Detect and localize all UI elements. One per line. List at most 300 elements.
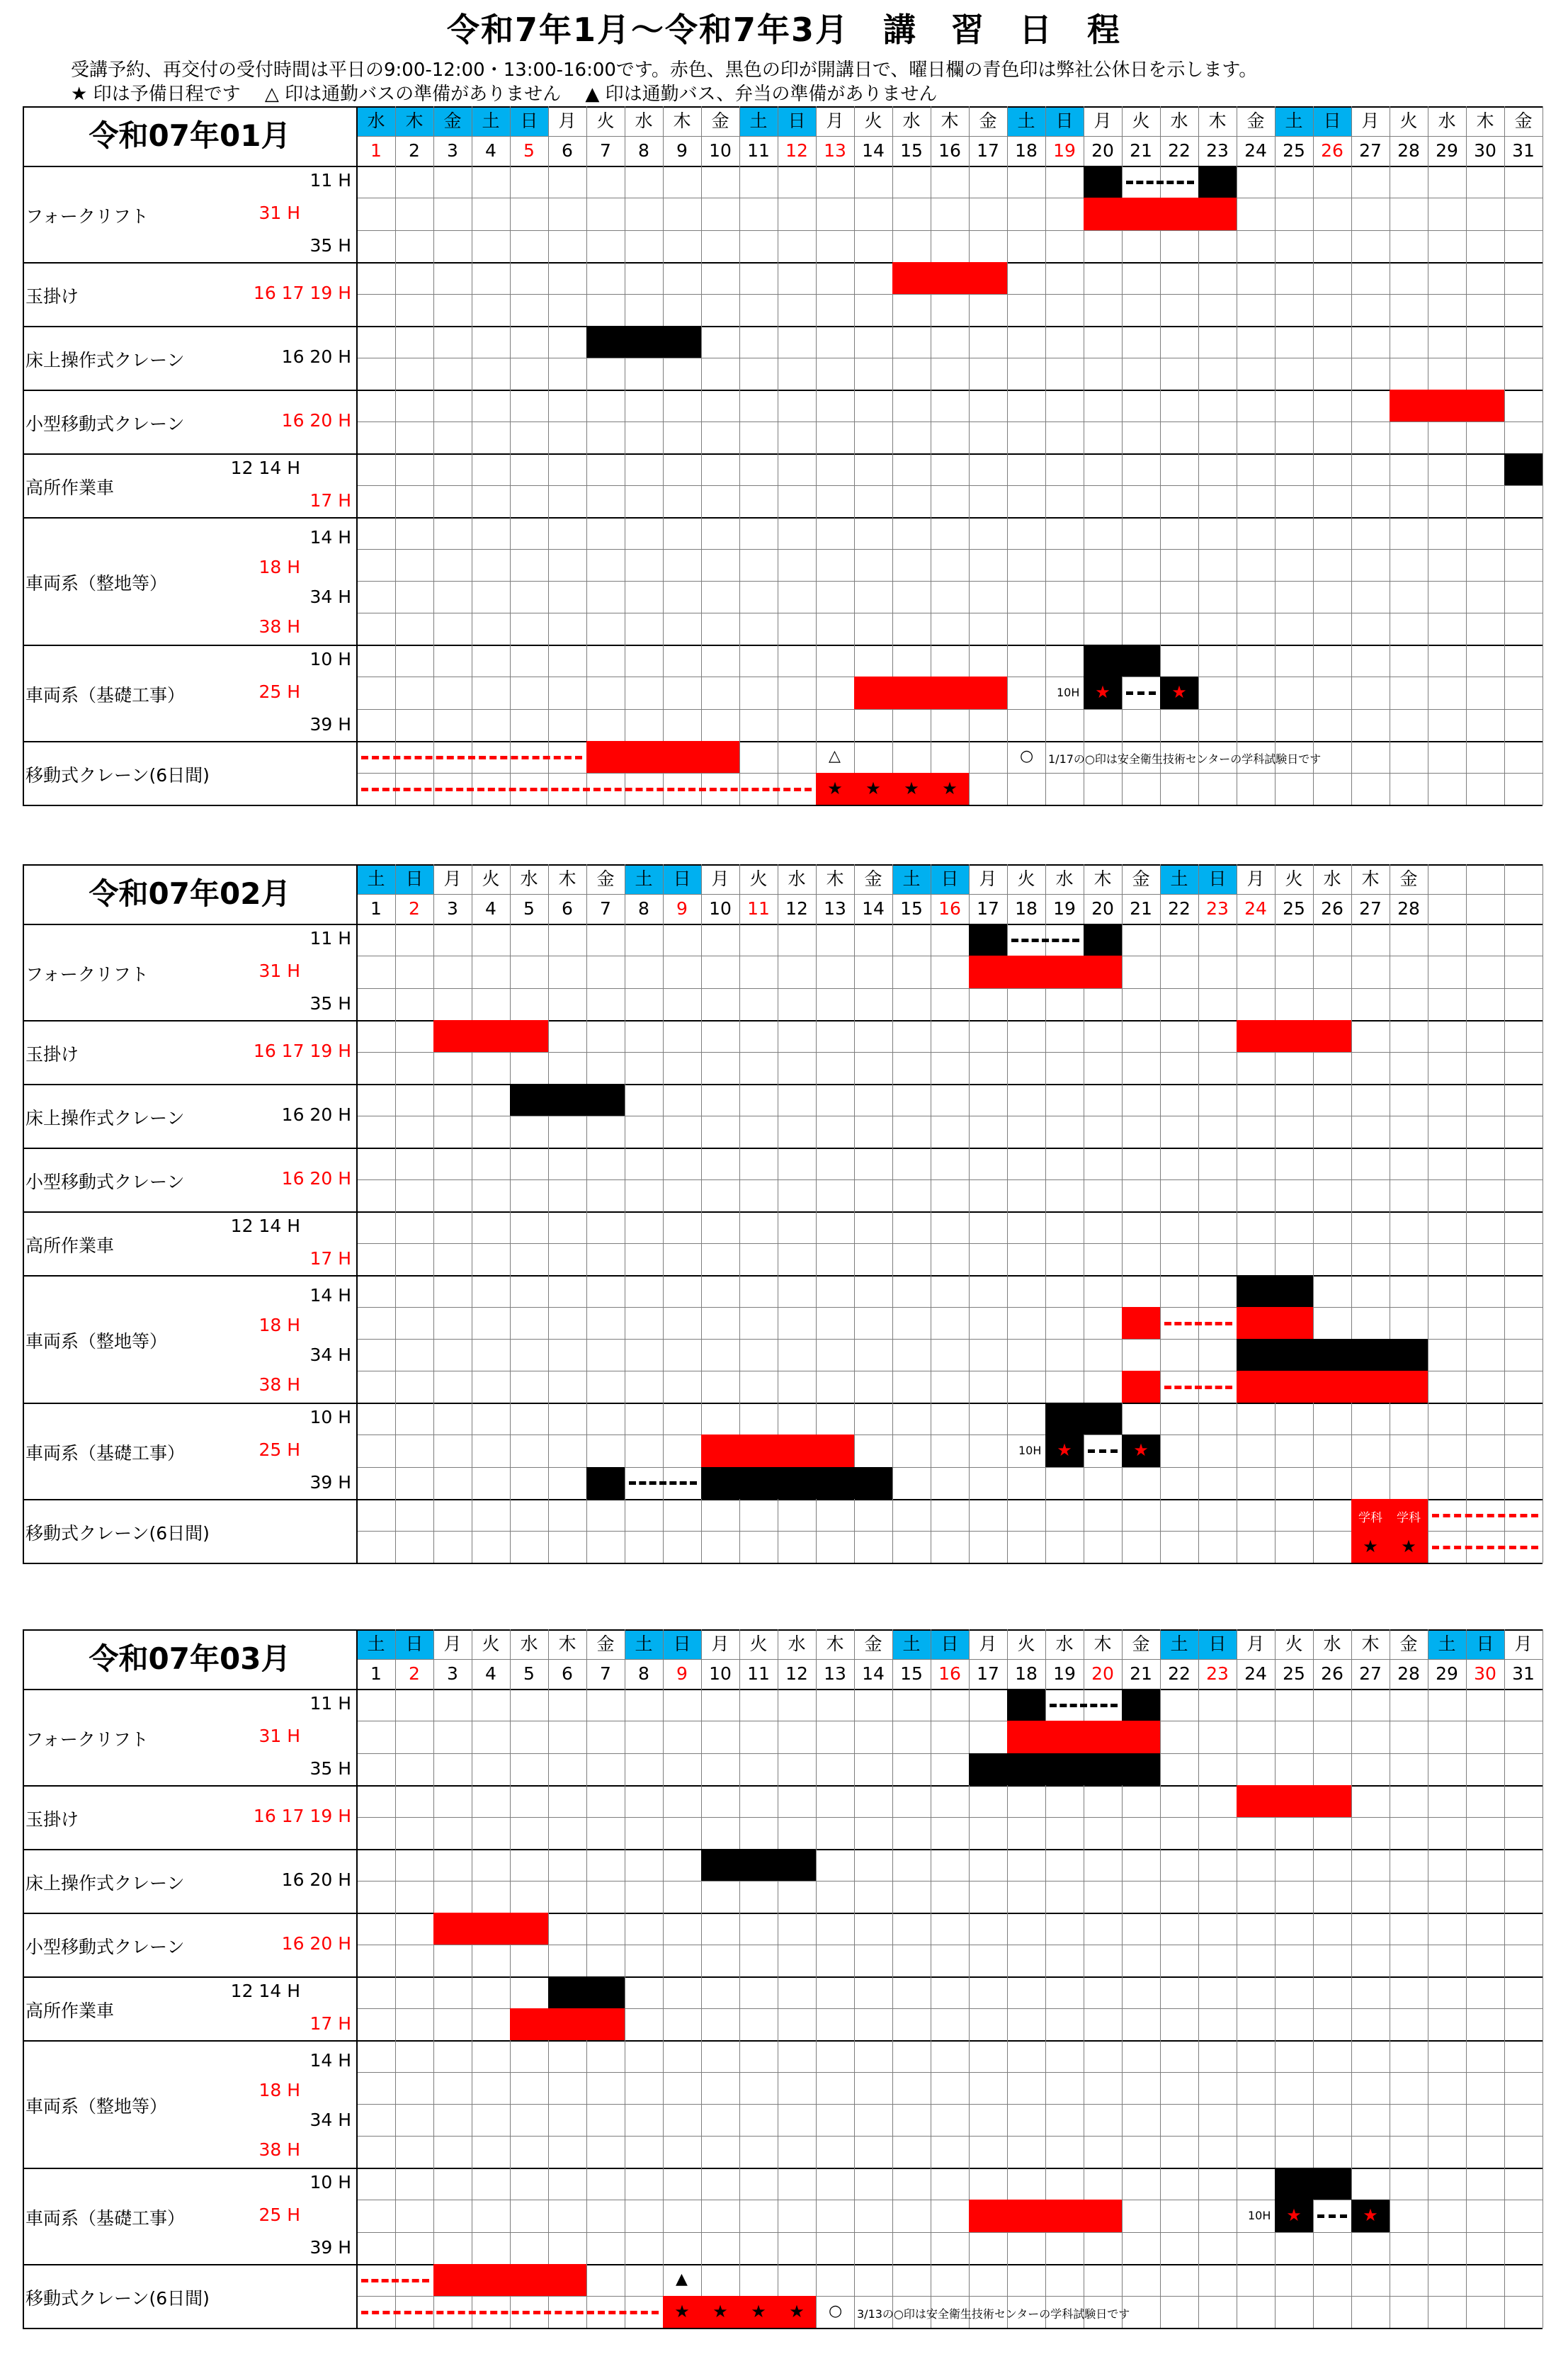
exam-date-note: 1/17の○印は安全衛生技術センターの学科試験日です: [1048, 752, 1322, 766]
day-number: 12: [785, 1663, 808, 1684]
hours-note: 10H: [1248, 2209, 1271, 2222]
hours-label: 11 H: [309, 170, 351, 191]
day-number: 14: [862, 898, 885, 919]
marker-symbol: ▲: [676, 2270, 688, 2288]
marker-symbol: ○: [1020, 747, 1034, 765]
grid-line: [1160, 1629, 1161, 2328]
grid-line: [1007, 106, 1008, 805]
weekday-cell: 木: [941, 111, 959, 131]
grid-line: [1351, 864, 1352, 1563]
weekday-cell: 月: [711, 1634, 729, 1654]
session-red: [701, 1435, 854, 1466]
grid-line: [663, 1629, 664, 2328]
day-number: 21: [1130, 140, 1152, 161]
grid-line: [357, 709, 1543, 710]
row-border: [23, 1913, 1543, 1914]
row-border: [23, 453, 1543, 455]
session-black: [1122, 1689, 1160, 1721]
grid-line: [357, 230, 1543, 231]
day-number: 14: [862, 140, 885, 161]
weekday-cell: 火: [596, 111, 615, 131]
grid-line: [548, 106, 549, 805]
day-number: 7: [600, 140, 611, 161]
day-number: 2: [409, 140, 420, 161]
weekday-cell: 木: [826, 868, 844, 889]
exam-label: 学科: [1397, 1510, 1421, 1525]
weekday-cell: 土: [472, 106, 510, 136]
hours-label: 34 H: [309, 2110, 351, 2130]
day-number: 29: [1436, 140, 1458, 161]
hours-label: 31 H: [259, 1726, 300, 1746]
row-border: [23, 1629, 1543, 1631]
day-number: 15: [900, 140, 923, 161]
weekday-cell: 月: [443, 868, 462, 889]
dashed-connector: [629, 1481, 697, 1485]
hours-label: 17 H: [309, 490, 351, 511]
session-black: [548, 1976, 625, 2008]
grid-line: [816, 106, 817, 805]
row-border: [23, 864, 1543, 866]
weekday-cell: 木: [1093, 1634, 1112, 1654]
day-number: 20: [1091, 898, 1114, 919]
day-number: 1: [370, 898, 382, 919]
row-border: [23, 2264, 1543, 2265]
grid-line: [1466, 106, 1467, 805]
grid-line: [1351, 106, 1352, 805]
hours-label: 39 H: [309, 2237, 351, 2258]
row-border: [23, 1563, 1543, 1564]
course-name: 小型移動式クレーン: [25, 1172, 185, 1192]
course-name: 移動式クレーン(6日間): [25, 1523, 210, 1544]
grid-line: [395, 1629, 396, 2328]
grid-line: [1198, 864, 1199, 1563]
day-number: 1: [370, 140, 382, 161]
session-red: [433, 1020, 548, 1052]
weekday-cell: 木: [558, 868, 576, 889]
weekday-cell: 土: [1160, 1629, 1198, 1659]
day-number: 21: [1130, 898, 1152, 919]
session-black: [510, 1084, 625, 1116]
weekday-cell: 土: [625, 1629, 663, 1659]
hours-label: 16 17 19 H: [253, 1041, 351, 1061]
day-number: 16: [938, 898, 961, 919]
dashed-connector: [361, 756, 582, 759]
session-red: [1237, 1371, 1428, 1403]
course-name: 車両系（基礎工事）: [25, 2208, 186, 2229]
weekday-cell: 日: [395, 864, 433, 894]
course-name: 移動式クレーン(6日間): [25, 2288, 210, 2309]
day-number: 18: [1015, 1663, 1038, 1684]
weekday-cell: 金: [596, 1634, 615, 1654]
grid-line: [357, 549, 1543, 550]
session-red: [433, 2264, 586, 2296]
day-number: 9: [676, 140, 688, 161]
day-number: 20: [1091, 1663, 1114, 1684]
weekday-cell: 火: [1285, 868, 1303, 889]
weekday-cell: 日: [395, 1629, 433, 1659]
session-red: [1122, 1307, 1160, 1339]
session-black: [1237, 1339, 1428, 1371]
session-black: [1084, 645, 1160, 677]
hours-label: 18 H: [259, 1315, 300, 1335]
dashed-connector: [1432, 1514, 1538, 1517]
row-border: [23, 1499, 1543, 1500]
session-black: [586, 326, 701, 358]
reserve-star-icon: ★: [1286, 2205, 1302, 2225]
day-number: 12: [785, 140, 808, 161]
weekday-cell: 火: [1132, 111, 1150, 131]
weekday-cell: 水: [1170, 111, 1188, 131]
day-number: 15: [900, 898, 923, 919]
grid-line: [357, 894, 1543, 895]
session-red: [1237, 1785, 1351, 1817]
weekday-cell: 土: [892, 1629, 931, 1659]
hours-label: 34 H: [309, 587, 351, 607]
weekday-cell: 水: [357, 106, 395, 136]
day-number: 11: [747, 898, 770, 919]
grid-line: [357, 1659, 1543, 1660]
grid-line: [395, 864, 396, 1563]
hours-label: 35 H: [309, 235, 351, 256]
row-border: [23, 106, 1543, 108]
weekday-cell: 火: [1017, 868, 1035, 889]
row-border: [23, 1211, 1543, 1213]
weekday-cell: 火: [482, 1634, 500, 1654]
reserve-star-icon: ★: [865, 778, 881, 798]
grid-line: [816, 1629, 817, 2328]
dashed-connector: [361, 2279, 429, 2282]
day-number: 7: [600, 1663, 611, 1684]
weekday-cell: 土: [739, 106, 778, 136]
row-border: [23, 1976, 1543, 1978]
weekday-cell: 水: [520, 868, 538, 889]
weekday-cell: 火: [482, 868, 500, 889]
day-number: 27: [1359, 898, 1382, 919]
hours-label: 16 17 19 H: [253, 283, 351, 303]
weekday-cell: 月: [1246, 868, 1265, 889]
day-number: 8: [638, 140, 649, 161]
course-name: 高所作業車: [25, 477, 115, 498]
course-name: 車両系（基礎工事）: [25, 685, 186, 706]
hours-label: 12 14 H: [230, 1981, 300, 2001]
day-number: 18: [1015, 140, 1038, 161]
row-border: [23, 645, 1543, 646]
day-number: 23: [1206, 1663, 1229, 1684]
grid-line: [357, 2232, 1543, 2233]
weekday-cell: 火: [1285, 1634, 1303, 1654]
hours-label: 16 20 H: [281, 1168, 351, 1189]
weekday-cell: 火: [749, 868, 768, 889]
weekday-cell: 金: [1246, 111, 1265, 131]
day-number: 16: [938, 140, 961, 161]
course-name: 床上操作式クレーン: [25, 350, 185, 370]
weekday-cell: 土: [1007, 106, 1045, 136]
weekday-cell: 土: [1275, 106, 1313, 136]
reserve-star-icon: ★: [674, 2301, 690, 2321]
weekday-cell: 木: [395, 106, 433, 136]
hours-label: 12 14 H: [230, 1216, 300, 1236]
course-name: 車両系（整地等）: [25, 1331, 168, 1352]
day-number: 11: [747, 1663, 770, 1684]
row-border: [23, 262, 1543, 264]
grid-line: [663, 864, 664, 1563]
row-border: [23, 1148, 1543, 1149]
session-red: [433, 1913, 548, 1945]
row-border: [23, 1689, 1543, 1690]
hours-label: 35 H: [309, 993, 351, 1014]
legend-note: ★ 印は予備日程です △ 印は通勤バスの準備がありません ▲ 印は通勤バス、弁当の準備がありません: [71, 84, 938, 105]
weekday-cell: 金: [1514, 111, 1533, 131]
grid-line: [701, 1629, 702, 2328]
hours-label: 11 H: [309, 1693, 351, 1714]
grid-line: [357, 1753, 1543, 1754]
grid-line: [357, 1243, 1543, 1244]
row-border: [23, 166, 1543, 167]
grid-line: [433, 864, 434, 1563]
day-number: 25: [1283, 898, 1305, 919]
row-border: [23, 2328, 1543, 2329]
exam-date-note: 3/13の○印は安全衛生技術センターの学科試験日です: [857, 2307, 1130, 2321]
col-border: [356, 106, 358, 805]
session-red: [1390, 390, 1504, 421]
day-number: 4: [485, 1663, 496, 1684]
day-number: 25: [1283, 140, 1305, 161]
weekday-cell: 木: [1361, 1634, 1380, 1654]
session-red: [969, 2200, 1122, 2231]
weekday-cell: 水: [1055, 1634, 1074, 1654]
weekday-cell: 金: [596, 868, 615, 889]
day-number: 5: [523, 898, 535, 919]
course-name: 車両系（整地等）: [25, 2096, 168, 2117]
hours-label: 25 H: [259, 681, 300, 702]
weekday-cell: 土: [357, 864, 395, 894]
weekday-cell: 火: [1017, 1634, 1035, 1654]
course-name: フォークリフト: [25, 964, 149, 985]
weekday-cell: 木: [826, 1634, 844, 1654]
weekday-cell: 日: [1198, 864, 1237, 894]
hours-label: 16 20 H: [281, 1869, 351, 1890]
grid-line: [1466, 864, 1467, 1563]
day-number: 22: [1168, 1663, 1191, 1684]
reserve-star-icon: ★: [789, 2301, 805, 2321]
course-name: フォークリフト: [25, 206, 149, 227]
session-red: [1237, 1307, 1313, 1339]
session-red: [586, 741, 739, 773]
weekday-cell: 水: [788, 868, 806, 889]
reserve-star-icon: ★: [827, 778, 843, 798]
grid-line: [892, 1629, 893, 2328]
day-number: 13: [824, 140, 846, 161]
month-label: 令和07年03月: [89, 1641, 291, 1676]
weekday-cell: 金: [864, 868, 882, 889]
course-name: 車両系（整地等）: [25, 573, 168, 594]
session-black: [1084, 166, 1122, 198]
course-name: 車両系（基礎工事）: [25, 1443, 186, 1464]
day-number: 2: [409, 898, 420, 919]
weekday-cell: 金: [1399, 1634, 1418, 1654]
reserve-star-icon: ★: [904, 778, 919, 798]
dashed-connector: [1011, 939, 1079, 942]
course-name: 高所作業車: [25, 1235, 115, 1256]
reception-hours-note: 受講予約、再交付の受付時間は平日の9:00-12:00・13:00-16:00です。赤色、黒色の印が開講日で、曜日欄の青色印は弊社公休日を示します。: [71, 60, 1258, 81]
day-number: 26: [1321, 898, 1343, 919]
course-name: 移動式クレーン(6日間): [25, 765, 210, 786]
weekday-cell: 金: [711, 111, 729, 131]
hours-label: 38 H: [259, 616, 300, 637]
grid-line: [701, 106, 702, 805]
grid-line: [357, 2296, 1543, 2297]
hours-label: 34 H: [309, 1345, 351, 1365]
col-border: [356, 1629, 358, 2328]
day-number: 30: [1474, 140, 1496, 161]
day-number: 26: [1321, 1663, 1343, 1684]
session-black: [1045, 1403, 1122, 1435]
hours-label: 39 H: [309, 714, 351, 735]
month-block: [23, 1629, 1557, 2328]
weekday-cell: 水: [1323, 868, 1341, 889]
weekday-cell: 金: [1132, 1634, 1150, 1654]
grid-line: [739, 106, 740, 805]
day-number: 22: [1168, 898, 1191, 919]
day-number: 29: [1436, 1663, 1458, 1684]
hours-note: 10H: [1018, 1444, 1042, 1457]
weekday-cell: 水: [1055, 868, 1074, 889]
weekday-cell: 水: [1438, 111, 1456, 131]
month-block: [23, 864, 1557, 1563]
hours-label: 17 H: [309, 1248, 351, 1269]
grid-line: [548, 864, 549, 1563]
course-name: 小型移動式クレーン: [25, 414, 185, 434]
hours-label: 17 H: [309, 2013, 351, 2034]
course-name: 床上操作式クレーン: [25, 1108, 185, 1128]
weekday-cell: 土: [1428, 1629, 1466, 1659]
hours-label: 10 H: [309, 2172, 351, 2192]
grid-line: [357, 294, 1543, 295]
day-number: 31: [1512, 140, 1535, 161]
col-border: [23, 106, 24, 805]
grid-line: [1313, 1629, 1314, 2328]
exam-label: 学科: [1358, 1510, 1382, 1525]
hours-label: 16 20 H: [281, 410, 351, 431]
month-block: [23, 106, 1557, 805]
session-black: [1007, 1689, 1045, 1721]
col-border: [356, 864, 358, 1563]
weekday-cell: 日: [510, 106, 548, 136]
weekday-cell: 火: [1399, 111, 1418, 131]
day-number: 6: [562, 898, 573, 919]
day-number: 3: [447, 898, 458, 919]
course-name: フォークリフト: [25, 1729, 149, 1750]
row-border: [23, 2040, 1543, 2042]
session-red: [892, 262, 1007, 294]
weekday-cell: 金: [864, 1634, 882, 1654]
grid-line: [433, 106, 434, 805]
grid-line: [395, 106, 396, 805]
grid-line: [1275, 106, 1276, 805]
weekday-cell: 木: [558, 1634, 576, 1654]
grid-line: [510, 106, 511, 805]
dashed-connector: [361, 788, 812, 791]
day-number: 13: [824, 1663, 846, 1684]
grid-line: [854, 864, 855, 1563]
hours-label: 18 H: [259, 557, 300, 577]
grid-line: [510, 1629, 511, 2328]
session-red: [510, 2008, 625, 2040]
hours-label: 25 H: [259, 1439, 300, 1460]
weekday-cell: 金: [1132, 868, 1150, 889]
day-number: 11: [747, 140, 770, 161]
grid-line: [892, 864, 893, 1563]
hours-label: 25 H: [259, 2205, 300, 2225]
grid-line: [1466, 1629, 1467, 2328]
month-label: 令和07年02月: [89, 876, 291, 911]
dashed-connector: [361, 2311, 659, 2314]
weekday-cell: 月: [443, 1634, 462, 1654]
month-label: 令和07年01月: [89, 118, 291, 153]
row-border: [23, 741, 1543, 742]
row-border: [23, 1084, 1543, 1085]
grid-line: [357, 2072, 1543, 2073]
hours-label: 11 H: [309, 928, 351, 949]
grid-line: [357, 581, 1543, 582]
weekday-cell: 日: [663, 1629, 701, 1659]
day-number: 5: [523, 140, 535, 161]
weekday-cell: 月: [826, 111, 844, 131]
day-number: 28: [1397, 898, 1420, 919]
session-black: [969, 924, 1007, 956]
session-red: [1122, 1371, 1160, 1403]
grid-line: [357, 1307, 1543, 1308]
weekday-cell: 火: [864, 111, 882, 131]
weekday-cell: 木: [1361, 868, 1380, 889]
weekday-cell: 土: [357, 1629, 395, 1659]
weekday-cell: 金: [979, 111, 997, 131]
weekday-cell: 月: [1093, 111, 1112, 131]
session-black: [1275, 2168, 1351, 2200]
day-number: 3: [447, 140, 458, 161]
day-number: 26: [1321, 140, 1343, 161]
day-number: 24: [1244, 898, 1267, 919]
reserve-star-icon: ★: [1363, 1536, 1378, 1556]
day-number: 31: [1512, 1663, 1535, 1684]
grid-line: [1313, 864, 1314, 1563]
grid-line: [357, 1052, 1543, 1053]
weekday-cell: 日: [1045, 106, 1084, 136]
row-border: [23, 390, 1543, 391]
hours-label: 38 H: [259, 1374, 300, 1395]
row-border: [23, 1403, 1543, 1404]
weekday-cell: 月: [979, 868, 997, 889]
reserve-star-icon: ★: [1095, 682, 1110, 702]
day-number: 30: [1474, 1663, 1496, 1684]
dashed-connector: [1164, 1322, 1232, 1325]
grid-line: [1313, 106, 1314, 805]
hours-label: 31 H: [259, 961, 300, 981]
day-number: 25: [1283, 1663, 1305, 1684]
hours-note: 10H: [1057, 686, 1080, 699]
weekday-cell: 月: [1514, 1634, 1533, 1654]
hours-label: 18 H: [259, 2080, 300, 2100]
day-number: 27: [1359, 140, 1382, 161]
day-number: 17: [977, 1663, 999, 1684]
grid-line: [357, 485, 1543, 486]
hours-label: 16 20 H: [281, 346, 351, 367]
weekday-cell: 木: [1093, 868, 1112, 889]
grid-line: [357, 1179, 1543, 1180]
day-number: 19: [1053, 898, 1076, 919]
day-number: 12: [785, 898, 808, 919]
grid-line: [357, 1817, 1543, 1818]
